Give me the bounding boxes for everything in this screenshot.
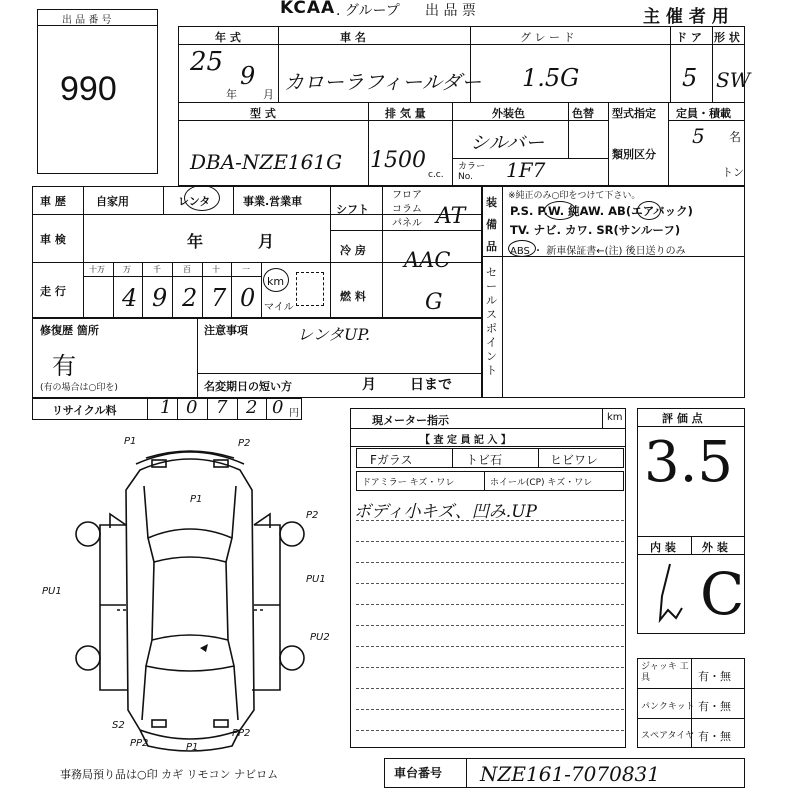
- rating-label: 評 価 点: [662, 412, 703, 425]
- fuel-label: 燃 料: [340, 290, 366, 303]
- equipment-circle-pw: [544, 201, 576, 220]
- shape-label: 形 状: [714, 31, 740, 44]
- chassis-label: 車台番号: [394, 766, 443, 780]
- mileage-head-100k: 十万: [89, 265, 105, 274]
- mileage-digit: 2: [182, 284, 198, 312]
- repair-value: 有: [52, 352, 76, 380]
- comment-ruled-line: [356, 646, 624, 647]
- comment-ruled-line: [356, 709, 624, 710]
- rental-circle-mark: [184, 185, 220, 211]
- equipment-note: ※純正のみ○印をつけて下さい。: [508, 191, 641, 201]
- equipment-line-2: TV. ナビ. カワ. SR(サンルーフ): [510, 223, 681, 237]
- form-title: 出 品 票: [425, 3, 476, 19]
- car-name-value: カローラフィールダー: [284, 70, 482, 94]
- notes-value: レンタUP.: [297, 325, 371, 344]
- mileage-head-1k: 千: [153, 265, 161, 274]
- history-label: 車 歴: [40, 195, 66, 208]
- exterior-label: 外 装: [702, 541, 728, 554]
- comment-ruled-lines: [356, 500, 626, 748]
- repair-label: 修復歴 箇所: [40, 324, 99, 337]
- accessory-puncture-label: パンクキット: [641, 702, 695, 712]
- wheel-label: ホイール(CP) キズ・ワレ: [490, 478, 593, 488]
- accessory-puncture-value[interactable]: 有・無: [698, 700, 731, 713]
- km-circle-mark: [263, 268, 289, 292]
- fuel-value: G: [425, 290, 443, 315]
- shift-option-column[interactable]: コラム: [392, 204, 422, 215]
- displacement-unit: c.c.: [428, 170, 444, 180]
- month-value: 9: [240, 62, 256, 90]
- mirror-label: ドアミラー キズ・ワレ: [362, 478, 455, 488]
- color-code-value: 1F7: [506, 158, 546, 182]
- organizer-label: 主 催 者 用: [643, 7, 729, 27]
- inspection-year: 年: [187, 232, 204, 251]
- accessory-jack-value[interactable]: 有・無: [698, 670, 731, 683]
- mileage-digit: 0: [240, 284, 256, 312]
- equipment-line-1: P.S. P.W. 純AW. AB(エアバック): [510, 204, 693, 218]
- year-value: 25: [190, 47, 224, 77]
- comment-ruled-line: [356, 604, 624, 605]
- interior-handwritten-mark: [640, 556, 700, 632]
- inspector-header: 【 査 定 員 記 入 】: [420, 435, 511, 446]
- capacity-label: 定員・積載: [676, 107, 731, 120]
- shift-option-panel[interactable]: パネル: [392, 218, 422, 229]
- brand-logo: KCAA: [280, 0, 336, 18]
- mileage-label: 走 行: [40, 285, 66, 298]
- car-damage-diagram: [40, 430, 350, 760]
- comment-ruled-line: [356, 625, 624, 626]
- short-period-label: 名変期日の短い方: [204, 380, 292, 393]
- comment-ruled-line: [356, 583, 624, 584]
- lot-number-label: 出 品 番 号: [62, 15, 112, 26]
- diagram-mark: PU1: [42, 586, 62, 597]
- diagram-mark: PP2: [232, 728, 251, 739]
- equipment-line-3: ABS ・ 新車保証書←(注) 後日送りのみ: [510, 246, 686, 257]
- grade-value: 1.5G: [522, 64, 580, 92]
- notes-label: 注意事項: [204, 324, 248, 337]
- shift-label: シフト: [336, 203, 369, 216]
- model-label: 型 式: [250, 107, 276, 120]
- recycle-digit: 2: [246, 397, 258, 418]
- mileage-mile[interactable]: マイル: [264, 302, 294, 313]
- recycle-label: リサイクル料: [52, 404, 117, 417]
- comment-ruled-line: [356, 541, 624, 542]
- interior-value: C: [700, 560, 745, 628]
- ac-label: 冷 房: [340, 244, 366, 257]
- comment-ruled-line: [356, 730, 624, 731]
- capacity-value: 5: [692, 124, 705, 148]
- diagram-mark: PU2: [310, 632, 330, 643]
- lot-number-value: 990: [60, 70, 117, 108]
- mileage-head-10: 十: [212, 265, 220, 274]
- equipment-circle-abs: [508, 240, 536, 257]
- period-month-label: 月: [362, 377, 376, 393]
- ac-value: AAC: [404, 248, 451, 272]
- recycle-digit: 0: [272, 397, 284, 418]
- color-code-label: カラー No.: [458, 162, 486, 182]
- comment-ruled-line: [356, 520, 624, 521]
- mileage-digit: 4: [122, 284, 138, 312]
- inspection-label: 車 検: [40, 233, 66, 246]
- glass-label: Fガラス: [370, 453, 413, 467]
- classification-label: 類別区分: [612, 148, 656, 161]
- meter-label: 現メーター指示: [372, 414, 449, 427]
- brand-suffix: . グループ: [336, 3, 400, 19]
- chassis-value: NZE161-7070831: [480, 762, 660, 786]
- interior-label: 内 装: [650, 541, 676, 554]
- accessory-spare-value[interactable]: 有・無: [698, 730, 731, 743]
- accessory-jack-label: ジャッキ 工 具: [641, 662, 689, 683]
- comment-ruled-line: [356, 562, 624, 563]
- mileage-head-1: 一: [242, 265, 250, 274]
- mileage-digit: 7: [211, 284, 227, 312]
- rating-score: 3.5: [644, 430, 734, 495]
- doors-value: 5: [682, 64, 698, 92]
- diagram-mark: P1: [186, 742, 199, 753]
- recycle-unit: 円: [289, 408, 299, 419]
- diagram-mark: PP2: [130, 738, 149, 749]
- mileage-head-100: 百: [183, 265, 191, 274]
- model-designation-label: 型式指定: [612, 107, 656, 120]
- equipment-label: 装 備 品: [486, 196, 497, 253]
- mileage-digit: 9: [152, 284, 168, 312]
- displacement-label: 排 気 量: [385, 107, 426, 120]
- repair-note: (有の場合は○印を): [40, 383, 118, 393]
- shape-value: SW: [716, 68, 751, 92]
- glass-option-chip[interactable]: トビ石: [466, 453, 503, 467]
- capacity-unit: 名: [729, 130, 742, 144]
- year-unit: 年: [226, 88, 237, 101]
- model-value: DBA-NZE161G: [190, 150, 343, 174]
- recycle-digit: 7: [216, 397, 228, 418]
- diagram-mark: PU1: [306, 574, 326, 585]
- diagram-mark: P1: [124, 436, 137, 447]
- shift-value: AT: [436, 204, 466, 229]
- grade-label: グ レ ー ド: [520, 31, 575, 44]
- month-unit: 月: [263, 88, 274, 101]
- doors-label: ド ア: [676, 31, 702, 44]
- meter-unit: km: [607, 412, 623, 423]
- color-change-label: 色替: [572, 107, 594, 120]
- history-option-commercial[interactable]: 事業.営業車: [243, 195, 303, 208]
- glass-option-crack[interactable]: ヒビワレ: [550, 453, 599, 467]
- load-unit: トン: [722, 166, 744, 179]
- office-note: 事務局預り品は○印 カギ リモコン ナビロム: [60, 768, 279, 781]
- exterior-color-label: 外装色: [492, 107, 525, 120]
- mileage-km[interactable]: km: [267, 275, 285, 288]
- diagram-mark: P2: [306, 510, 319, 521]
- diagram-mark: P2: [238, 438, 251, 449]
- car-name-label: 車 名: [340, 31, 366, 44]
- accessory-spare-label: スペアタイヤ: [641, 731, 695, 741]
- period-day-label: 日まで: [410, 377, 452, 393]
- history-option-private[interactable]: 自家用: [96, 195, 129, 208]
- comment-ruled-line: [356, 667, 624, 668]
- sales-point-label: セールスポイント: [486, 266, 497, 377]
- comment-ruled-line: [356, 688, 624, 689]
- displacement-value: 1500: [370, 148, 426, 173]
- mileage-check-box: [296, 272, 324, 306]
- recycle-digit: 0: [186, 397, 198, 418]
- recycle-digit: 1: [160, 397, 172, 418]
- shift-option-floor[interactable]: フロア: [392, 190, 422, 201]
- year-label: 年 式: [215, 31, 241, 44]
- mileage-head-10k: 万: [123, 265, 131, 274]
- diagram-mark: P1: [190, 494, 203, 505]
- history-option-rental[interactable]: レンタ: [178, 195, 211, 208]
- diagram-mark: S2: [112, 720, 125, 731]
- inspection-month: 月: [258, 232, 275, 251]
- exterior-color-value: シルバー: [470, 132, 545, 154]
- inspector-comment: ボディ小キズ、凹み.UP: [354, 502, 537, 522]
- equipment-circle-ab: [637, 201, 661, 220]
